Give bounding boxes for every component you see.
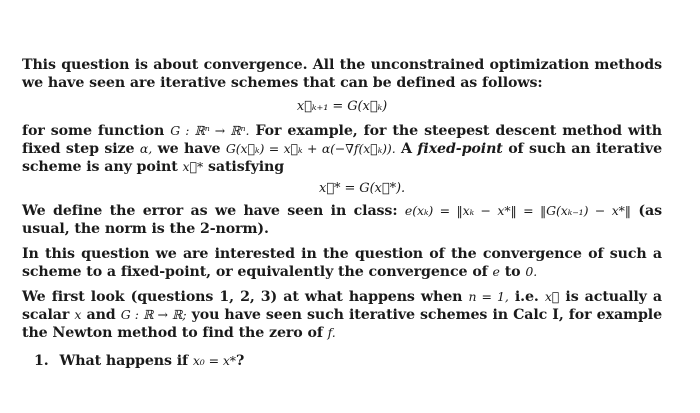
convergence-paragraph	[22, 245, 662, 281]
text-segment: and	[86, 307, 116, 323]
text-segment: you have seen such iterative schemes in Calc I, for example the Newton method to find the zero of	[22, 307, 662, 341]
math-segment: x⃗*	[182, 159, 204, 174]
math-segment: 0.	[525, 264, 538, 279]
question-list	[34, 352, 662, 370]
text-segment: we have	[157, 141, 221, 157]
iteration-equation: x⃗ₖ₊₁ = G(x⃗ₖ)	[296, 99, 388, 114]
question-number: 1.	[34, 353, 49, 369]
math-segment: e	[492, 264, 500, 279]
math-segment: G : ℝ → ℝ;	[120, 307, 187, 322]
intro-paragraph: This question is about convergence. All the unconstrained optimization methods we have seen are iterative schemes that can be defined as follows:	[22, 57, 662, 91]
document-body	[22, 56, 662, 370]
scalar-case-paragraph	[22, 288, 662, 342]
math-segment: G : ℝⁿ → ℝⁿ.	[170, 123, 250, 138]
math-segment: x⃗	[544, 289, 560, 304]
text-segment: satisfying	[208, 159, 285, 175]
question-item-1	[34, 352, 662, 370]
text-segment: A	[401, 141, 412, 157]
math-segment: x₀ = x*	[192, 353, 236, 368]
text-segment: For example, for the steepest descent method with fixed step size	[22, 123, 663, 157]
fixed-point-equation: x⃗* = G(x⃗*).	[319, 181, 405, 196]
text-segment: of such an iterative scheme is any point	[22, 141, 663, 175]
math-segment: α,	[139, 141, 153, 156]
math-segment: n = 1,	[468, 289, 509, 304]
math-segment: f.	[327, 325, 336, 340]
fixed-point-term: fixed-point	[417, 141, 503, 157]
math-segment: e(xₖ) = ‖xₖ − x*‖ = ‖G(xₖ₋₁) − x*‖	[404, 203, 631, 218]
text-segment: (as usual, the norm is the 2-norm).	[22, 203, 662, 237]
text-segment: We define the error as we have seen in class:	[22, 203, 398, 219]
text-segment: i.e.	[514, 289, 539, 305]
text-segment: to	[504, 264, 521, 280]
text-segment: ?	[235, 353, 245, 369]
text-segment: What happens if	[59, 353, 189, 369]
math-segment: x	[74, 307, 82, 322]
math-segment: G(x⃗ₖ) = x⃗ₖ + α(−∇f(x⃗ₖ)).	[225, 141, 396, 156]
text-segment: We first look (questions 1, 2, 3) at what happens when	[22, 289, 463, 305]
text-segment: is actually a scalar	[22, 289, 662, 323]
error-definition-paragraph	[22, 202, 662, 238]
text-segment: for some function	[22, 123, 165, 139]
text-segment: In this question we are interested in the question of the convergence of such a scheme to a fixed-point, or equivalently the convergence of	[22, 246, 662, 280]
function-definition-paragraph	[22, 122, 662, 176]
